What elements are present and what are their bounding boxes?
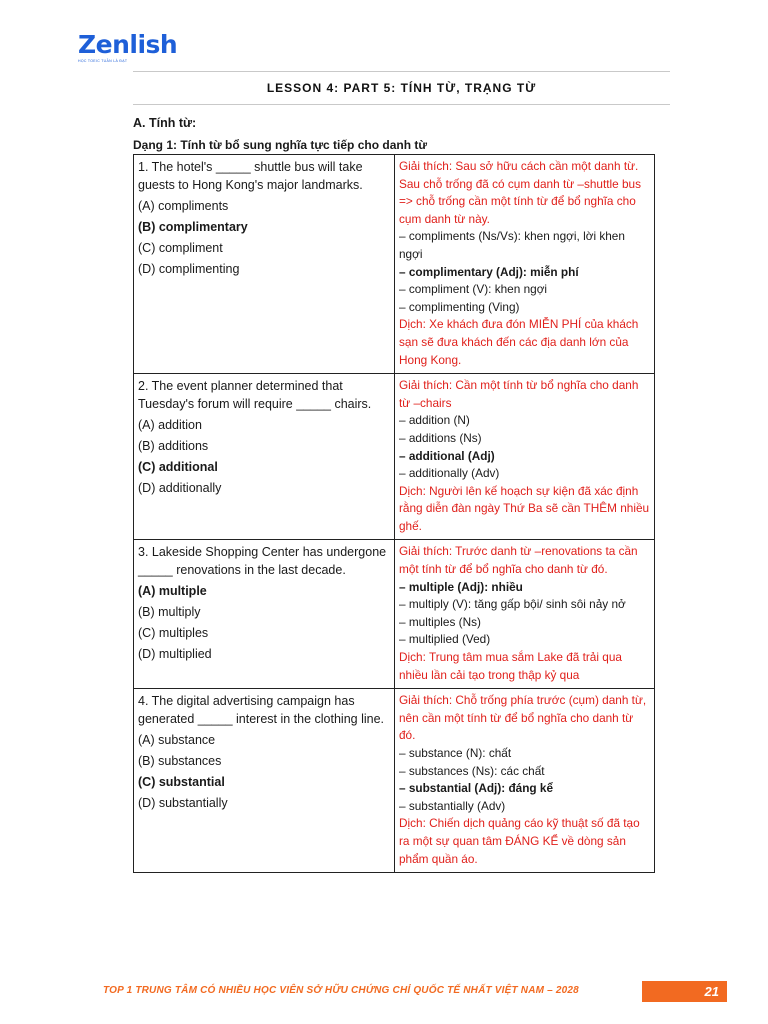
zenlish-logo xyxy=(78,32,177,63)
word-form-line: – substance (N): chất xyxy=(399,746,512,760)
word-form-line: – compliments (Ns/Vs): khen ngợi, lời khen ngợi xyxy=(399,229,625,261)
question-row xyxy=(134,374,655,540)
correct-option: (C) additional xyxy=(138,460,218,475)
word-form-line: – complimenting (Ving) xyxy=(399,299,520,314)
translation-text: Dịch: Người lên kế hoạch sự kiện đã xác định rằng diễn đàn ngày Thứ Ba sẽ cần THÊM nhiều ghế. xyxy=(399,483,650,533)
question-cell xyxy=(134,374,395,540)
question-text: 2. The event planner determined that Tuesday's forum will require _____ chairs. xyxy=(138,379,372,412)
answer-option: (C) multiples xyxy=(138,626,209,641)
answer-option: (A) substance xyxy=(138,733,216,748)
question-text: 1. The hotel's _____ shuttle bus will take guests to Hong Kong's major landmarks. xyxy=(138,160,363,192)
page-number: 21 xyxy=(642,981,727,1002)
subsection-heading: Dạng 1: Tính từ bổ sung nghĩa tực tiếp cho danh từ xyxy=(133,138,428,152)
answer-option: (A) compliments xyxy=(138,199,229,213)
word-form-line: – multiple (Adj): nhiều xyxy=(399,579,523,594)
translation-text: Dịch: Xe khách đưa đón MIỄN PHÍ của khách sạn sẽ đưa khách đến các địa danh lớn của Hong Kong. xyxy=(399,317,639,367)
word-form-line: – additionally (Adv) xyxy=(399,466,500,481)
lesson-title: LESSON 4: PART 5: TÍNH TỪ, TRẠNG TỪ xyxy=(266,81,537,95)
answer-option: (B) substances xyxy=(138,754,222,769)
explanation-cell xyxy=(395,540,655,689)
answer-option: (D) substantially xyxy=(138,796,228,811)
word-form-line: – additions (Ns) xyxy=(399,430,482,445)
question-row xyxy=(134,155,655,374)
header-divider xyxy=(133,71,670,72)
word-form-line: – multiplied (Ved) xyxy=(399,632,491,647)
explanation-text: Giải thích: Cần một tính từ bổ nghĩa cho danh từ –chairs xyxy=(399,378,639,410)
question-row xyxy=(134,689,655,873)
explanation-text: Giải thích: Chỗ trống phía trước (cụm) danh từ, nên cần một tính từ để bổ nghĩa cho danh từ đó. xyxy=(399,693,647,743)
explanation-text: Giải thích: Trước danh từ –renovations ta cần một tính từ để bổ nghĩa cho danh từ đó. xyxy=(399,544,638,577)
translation-text: Dịch: Trung tâm mua sắm Lake đã trải qua nhiều lần cải tạo trong thập kỷ qua xyxy=(399,650,622,682)
explanation-cell xyxy=(395,689,655,873)
section-heading: A. Tính từ: xyxy=(133,116,197,130)
correct-option: (B) complimentary xyxy=(138,220,248,234)
word-form-line: – substantially (Adv) xyxy=(399,798,506,813)
question-cell xyxy=(134,689,395,873)
word-form-line: – multiply (V): tăng gấp bội/ sinh sôi nảy nở xyxy=(399,597,626,612)
explanation-cell xyxy=(395,155,655,374)
word-form-line: – compliment (V): khen ngợi xyxy=(399,282,548,297)
correct-option: (A) multiple xyxy=(138,584,207,599)
word-form-line: – addition (N) xyxy=(399,413,470,428)
word-form-line: – substantial (Adj): đáng kể xyxy=(399,781,554,796)
answer-option: (D) additionally xyxy=(138,481,222,496)
question-cell xyxy=(134,155,395,374)
word-form-line: – multiples (Ns) xyxy=(399,614,481,629)
word-form-line: – substances (Ns): các chất xyxy=(399,763,545,778)
question-text: 4. The digital advertising campaign has generated _____ interest in the clothing line. xyxy=(138,694,385,727)
answer-option: (D) complimenting xyxy=(138,262,240,276)
answer-option: (D) multiplied xyxy=(138,647,212,662)
answer-option: (B) multiply xyxy=(138,605,201,620)
question-text: 3. Lakeside Shopping Center has undergone _____ renovations in the last decade. xyxy=(138,545,387,578)
explanation-cell xyxy=(395,374,655,540)
translation-text: Dịch: Chiến dịch quảng cáo kỹ thuật số đã tạo ra một sự quan tâm ĐÁNG KỂ về dòng sản phẩm quần áo. xyxy=(399,816,640,866)
title-divider xyxy=(133,104,670,105)
exercise-table xyxy=(133,154,655,873)
footer-slogan: TOP 1 TRUNG TÂM CÓ NHIỀU HỌC VIÊN SỞ HỮU CHỨNG CHỈ QUỐC TẾ NHẤT VIỆT NAM – 2028 xyxy=(103,985,579,996)
logo-wordmark: Zenlish xyxy=(78,30,178,59)
correct-option: (C) substantial xyxy=(138,775,225,790)
explanation-text: Giải thích: Sau sở hữu cách cần một danh từ. Sau chỗ trống đã có cụm danh từ –shuttle bus => chỗ trống cần một tính từ để bổ nghĩa cho cụm danh từ này. xyxy=(399,159,642,226)
word-form-line: – complimentary (Adj): miễn phí xyxy=(399,264,579,279)
question-row xyxy=(134,540,655,689)
question-cell xyxy=(134,540,395,689)
answer-option: (A) addition xyxy=(138,418,202,433)
word-form-line: – additional (Adj) xyxy=(399,448,495,463)
logo-tagline: HỌC TOEIC TUẦN LÀ ĐẠT xyxy=(78,59,128,63)
answer-option: (C) compliment xyxy=(138,241,223,255)
answer-option: (B) additions xyxy=(138,439,209,454)
